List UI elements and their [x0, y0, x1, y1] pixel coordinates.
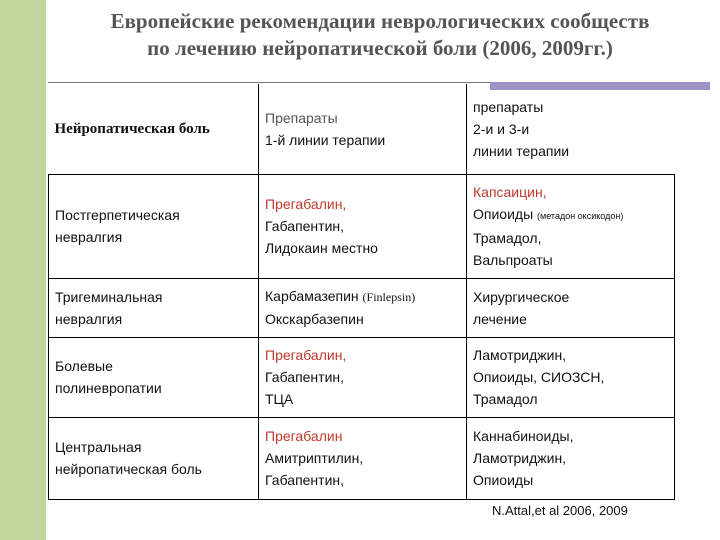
sidebar-strip: [0, 0, 46, 540]
row-condition: Тригеминальная невралгия: [49, 278, 259, 337]
header-second-line: препараты 2-и и 3-и линии терапии: [467, 84, 675, 174]
header-condition: Нейропатическая боль: [49, 84, 259, 174]
slide-title: [50, 8, 710, 62]
table-row: [49, 174, 675, 278]
header-first-line: Препараты 1-й линии терапии: [259, 84, 467, 174]
row-condition: Болевые полиневропатии: [49, 337, 259, 417]
table-row: [49, 337, 675, 417]
row-second-line: Хирургическое лечение: [467, 278, 675, 337]
row-first-line: Прегабалин, Габапентин, Лидокаин местно: [259, 174, 467, 278]
row-second-line: Капсаицин, Опиоиды (метадон оксикодон) Трамадол, Вальпроаты: [467, 174, 675, 278]
table-header-row: [49, 84, 675, 174]
row-condition: Центральная нейропатическая боль: [49, 417, 259, 499]
row-second-line: Каннабиноиды, Ламотриджин, Опиоиды: [467, 417, 675, 499]
recommendations-table: [48, 84, 675, 500]
table-row: [49, 278, 675, 337]
table-row: [49, 417, 675, 499]
row-first-line: Карбамазепин (Finlepsin) Окскарбазепин: [259, 278, 467, 337]
row-first-line: Прегабалин, Габапентин, ТЦА: [259, 337, 467, 417]
title-line-1: Европейские рекомендации неврологических сообществ: [110, 9, 650, 33]
citation: N.Attal,et al 2006, 2009: [492, 503, 628, 518]
title-line-2: по лечению нейропатической боли (2006, 2009гг.): [147, 36, 613, 60]
row-first-line: Прегабалин Амитриптилин, Габапентин,: [259, 417, 467, 499]
row-condition: Постгерпетическая невралгия: [49, 174, 259, 278]
row-second-line: Ламотриджин, Опиоиды, СИОЗСН, Трамадол: [467, 337, 675, 417]
